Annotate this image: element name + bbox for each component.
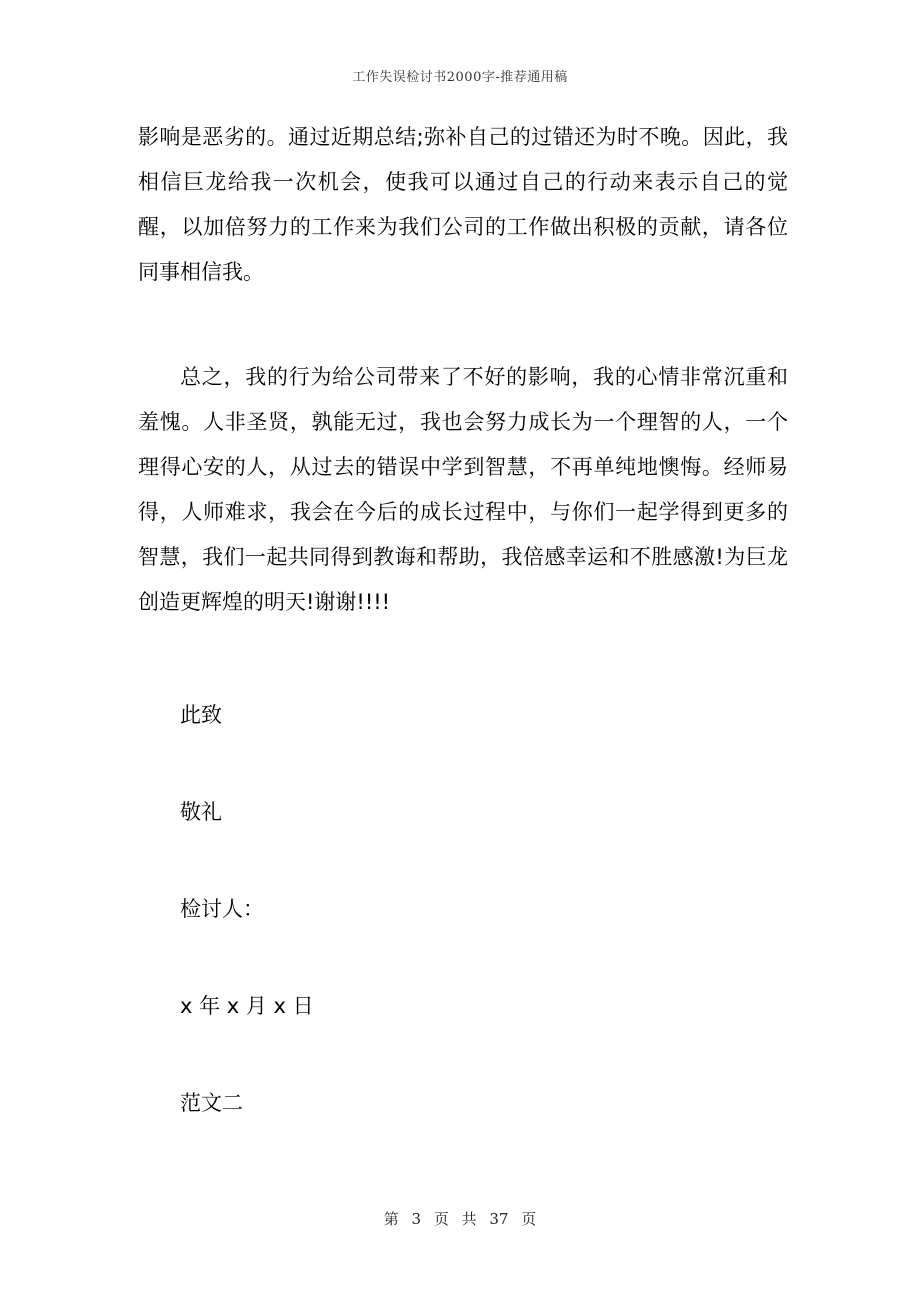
page-number-footer: 第 3 页 共 37 页 [383, 1210, 537, 1228]
paragraph-conclusion: 总之，我的行为给公司带来了不好的影响，我的心情非常沉重和羞愧。人非圣贤，孰能无过，我也会努力成长为一个理智的人，一个理得心安的人，从过去的错误中学到智慧，不再单纯地懊悔。经师易得，人师难求，我会在今后的成长过程中，与你们一起学得到更多的智慧，我们一起共同得到教诲和帮助，我倍感幸运和不胜感激!为巨龙创造更辉煌的明天!谢谢!!!! [138, 365, 788, 614]
paragraph-continuation: 影响是恶劣的。通过近期总结;弥补自己的过错还为时不晚。因此，我相信巨龙给我一次机会，使我可以通过自己的行动来表示自己的觉醒，以加倍努力的工作来为我们公司的工作做出积极的贡献，请各位同事相信我。 [138, 125, 788, 284]
running-header: 工作失误检讨书2000字-推荐通用稿 [352, 70, 568, 85]
closing-regards: 敬礼 [180, 800, 222, 824]
section-heading: 范文二 [180, 1091, 243, 1115]
signature-date: x 年 x 月 x 日 [180, 994, 314, 1018]
signer-label: 检讨人： [180, 897, 264, 921]
closing-salutation: 此致 [180, 703, 222, 727]
